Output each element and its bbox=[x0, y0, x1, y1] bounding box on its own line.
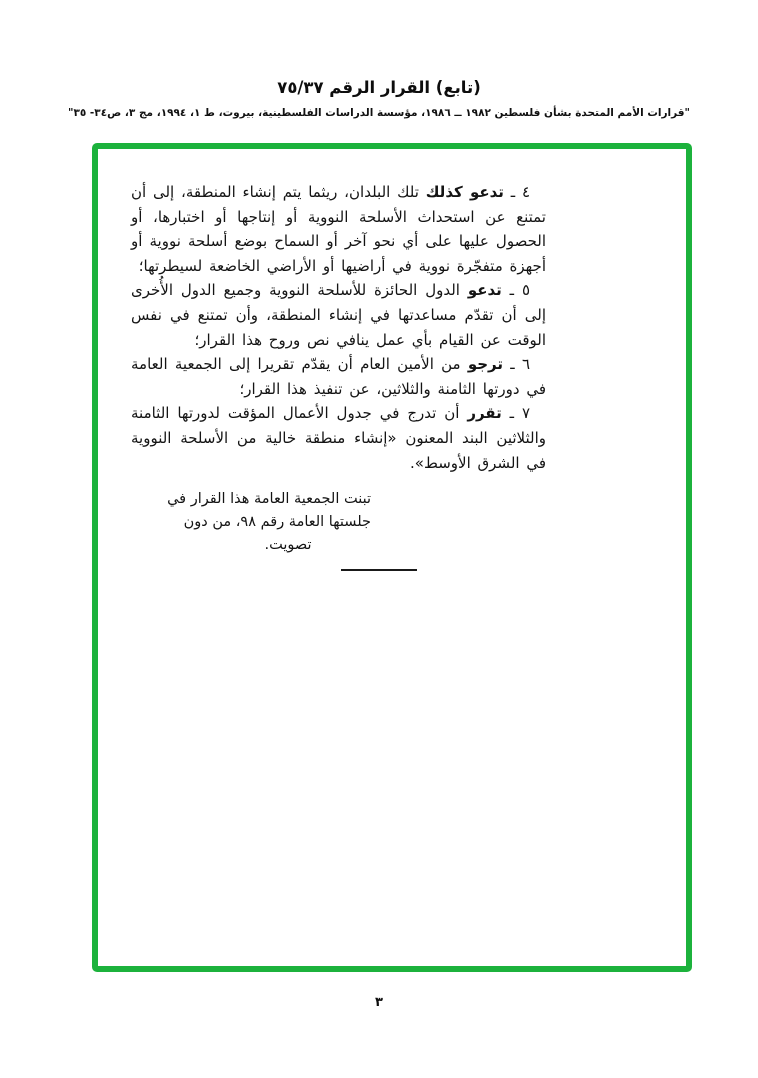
adoption-note-line: تصويت. bbox=[264, 537, 312, 554]
paragraph-5-operative-verb: تدعو bbox=[467, 281, 502, 300]
resolution-title: (تابع) القرار الرقم ٧٥/٣٧ bbox=[277, 78, 481, 97]
paragraph-6-operative-verb: ترجو bbox=[467, 355, 504, 374]
paragraph-4-operative-verb: تدعو كذلك bbox=[425, 183, 504, 201]
adoption-note-line: تبنت الجمعية العامة هذا القرار في bbox=[167, 491, 371, 508]
highlight-frame bbox=[92, 143, 692, 972]
paragraph-6 bbox=[131, 352, 546, 401]
paragraph-7-number: ٧ ـ bbox=[501, 404, 530, 423]
paragraph-7-operative-verb: تقرر bbox=[467, 404, 502, 423]
adoption-note-line: جلستها العامة رقم ٩٨، من دون bbox=[183, 514, 371, 531]
paragraph-4-text: تلك البلدان، ريثما يتم إنشاء المنطقة، إلى أن تمتنع عن استحداث الأسلحة النووية أو إنتاجها أو اختبارها، أو الحصول عليها على أي نحو آخر أو السماح بوضع أسلحة نووية أو أجهزة متفجّرة نووية في أراضيها أو الأراضي الخاضعة لسيطرتها؛ bbox=[131, 183, 546, 275]
paragraph-5-text: الدول الحائزة للأسلحة النووية وجميع الدول الأُخرى إلى أن تقدّم مساعدتها في إنشاء المنطقة، وأن تمتنع في نفس الوقت عن القيام بأي عمل ينافي نص وروح هذا القرار؛ bbox=[131, 281, 546, 349]
end-divider-rule bbox=[341, 569, 417, 571]
paragraph-5 bbox=[131, 278, 546, 352]
page-number: ٣ bbox=[375, 995, 383, 1010]
resolution-body bbox=[104, 155, 692, 571]
paragraph-6-text: من الأمين العام أن يقدّم تقريرا إلى الجمعية العامة في دورتها الثامنة والثلاثين، عن تنفيذ هذا القرار؛ bbox=[131, 355, 546, 398]
paragraph-7 bbox=[131, 401, 546, 475]
paragraph-4 bbox=[131, 180, 546, 278]
paragraph-7-text: أن تدرج في جدول الأعمال المؤقت لدورتها الثامنة والثلاثين البند المعنون «إنشاء منطقة خالية من الأسلحة النووية في الشرق الأوسط». bbox=[131, 404, 546, 472]
adoption-note bbox=[167, 488, 371, 557]
paragraph-4-number: ٤ ـ bbox=[503, 183, 530, 201]
paragraph-6-number: ٦ ـ bbox=[503, 355, 531, 374]
paragraph-5-number: ٥ ـ bbox=[501, 281, 530, 300]
source-citation: "قرارات الأمم المتحدة بشأن فلسطين ١٩٨٢ ــ ١٩٨٦، مؤسسة الدراسات الفلسطينية، بيروت، ط ١، ١٩٩٤، مج ٣، ص٣٤- ٣٥" bbox=[67, 107, 691, 119]
